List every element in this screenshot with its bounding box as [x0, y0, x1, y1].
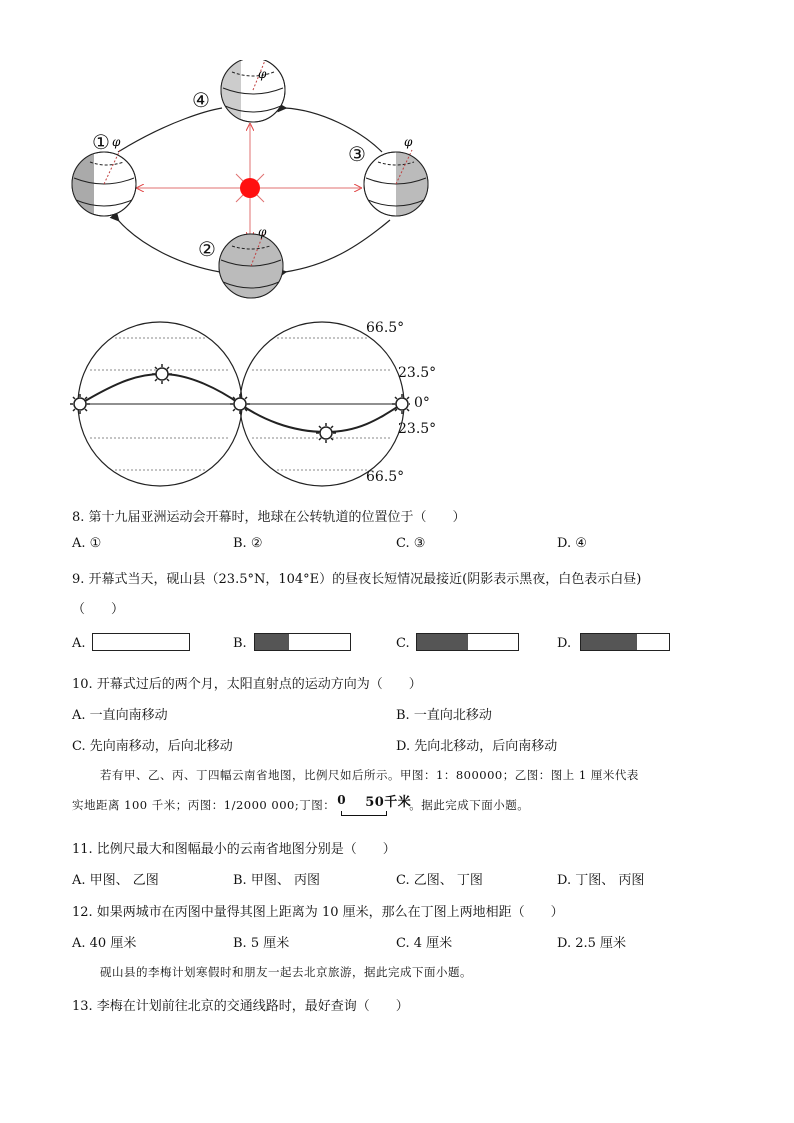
q11-option-b[interactable]: B. 甲图、 丙图 — [233, 873, 320, 888]
q9-option-b[interactable]: B. — [233, 636, 247, 651]
q10-option-a[interactable]: A. 一直向南移动 — [72, 708, 168, 723]
svg-text:φ: φ — [404, 135, 413, 149]
svg-text:φ: φ — [258, 67, 267, 81]
q10-option-c[interactable]: C. 先向南移动，后向北移动 — [72, 739, 233, 754]
q12-option-c[interactable]: C. 4 厘米 — [396, 936, 453, 951]
question-9: 9. 开幕式当天，砚山县（23.5°N，104°E）的昼夜长短情况最接近(阴影表示黑夜，白色表示白昼) — [72, 572, 642, 587]
question-11: 11. 比例尺最大和图幅最小的云南省地图分别是（ ） — [72, 842, 396, 857]
lat-label-66n: 66.5° — [366, 320, 405, 336]
lat-label-0: 0° — [414, 395, 430, 411]
q10-option-d[interactable]: D. 先向北移动，后向南移动 — [396, 739, 558, 754]
label-position-1: ① — [92, 130, 110, 154]
svg-text:φ: φ — [112, 135, 121, 149]
q12-option-a[interactable]: A. 40 厘米 — [72, 936, 137, 951]
q9-bar-c-night — [417, 634, 468, 650]
q11-option-a[interactable]: A. 甲图、 乙图 — [72, 873, 159, 888]
question-12: 12. 如果两城市在丙图中量得其图上距离为 10 厘米，那么在丁图上两地相距（ ） — [72, 905, 564, 920]
scale-zero: 0 — [337, 793, 347, 807]
q9-bar-b — [254, 633, 351, 651]
q9-option-d[interactable]: D. — [557, 636, 572, 651]
q9-bar-a — [92, 633, 190, 651]
q12-option-d[interactable]: D. 2.5 厘米 — [557, 936, 627, 951]
lat-label-66s: 66.5° — [366, 469, 405, 485]
q9-bar-b-night — [255, 634, 289, 650]
question-8: 8. 第十九届亚洲运动会开幕时，地球在公转轨道的位置位于（ ） — [72, 510, 466, 525]
q9-bar-c — [416, 633, 519, 651]
sun-path-diagram — [70, 320, 410, 490]
q8-option-d[interactable]: D. ④ — [557, 536, 587, 551]
passage-1-line-1: 若有甲、乙、丙、丁四幅云南省地图，比例尺如后所示。甲图：1：800000；乙图：图上 1 厘米代表 — [100, 768, 639, 782]
question-9-paren: （ ） — [72, 602, 125, 617]
q9-option-c[interactable]: C. — [396, 636, 410, 651]
label-position-3: ③ — [348, 142, 366, 166]
question-13: 13. 李梅在计划前往北京的交通线路时，最好查询（ ） — [72, 999, 409, 1014]
q8-option-b[interactable]: B. ② — [233, 536, 263, 551]
q11-option-d[interactable]: D. 丁图、 丙图 — [557, 873, 645, 888]
orbit-diagram — [60, 60, 450, 310]
earth-position-4 — [221, 60, 285, 122]
passage-2: 砚山县的李梅计划寒假时和朋友一起去北京旅游，据此完成下面小题。 — [100, 965, 472, 979]
q12-option-b[interactable]: B. 5 厘米 — [233, 936, 290, 951]
earth-position-3 — [364, 135, 430, 216]
label-position-4: ④ — [192, 88, 210, 112]
scale-bar — [335, 793, 412, 815]
earth-position-2 — [219, 225, 283, 298]
question-10: 10. 开幕式过后的两个月，太阳直射点的运动方向为（ ） — [72, 677, 422, 692]
passage-1-line-2-b: 。据此完成下面小题。 — [409, 798, 530, 812]
lat-label-23n: 23.5° — [398, 365, 437, 381]
q11-option-c[interactable]: C. 乙图、 丁图 — [396, 873, 483, 888]
q9-bar-d — [580, 633, 670, 651]
scale-value: 50千米 — [365, 795, 412, 810]
sun-icon — [236, 174, 264, 202]
lat-label-23s: 23.5° — [398, 421, 437, 437]
svg-text:φ: φ — [258, 225, 267, 239]
passage-1-line-2-a: 实地距离 100 千米；丙图：1/2000 000;丁图： — [72, 798, 336, 812]
q9-option-a[interactable]: A. — [72, 636, 86, 651]
passage-1-line-2 — [72, 793, 530, 815]
q8-option-a[interactable]: A. ① — [72, 536, 102, 551]
q9-bar-d-night — [581, 634, 637, 650]
q10-option-b[interactable]: B. 一直向北移动 — [396, 708, 492, 723]
q8-option-c[interactable]: C. ③ — [396, 536, 426, 551]
label-position-2: ② — [198, 237, 216, 261]
